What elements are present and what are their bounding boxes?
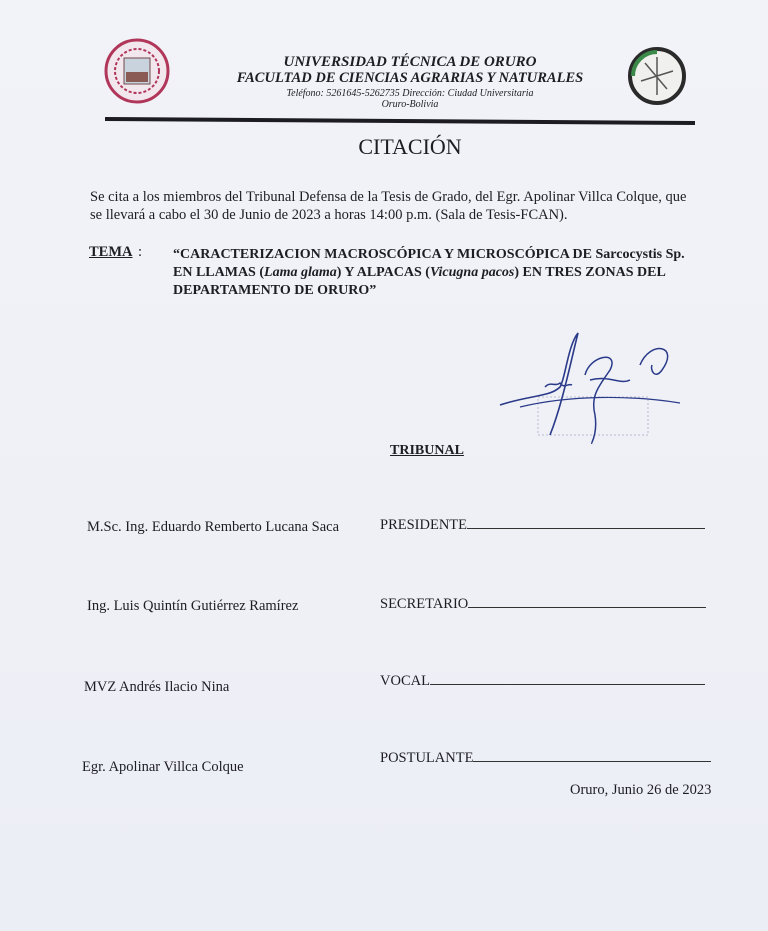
role-label: PRESIDENTE [380, 517, 467, 533]
tema-line-3: DEPARTAMENTO DE ORURO” [173, 283, 377, 298]
header-divider [105, 117, 695, 125]
role-label: VOCAL [380, 673, 430, 689]
member-name-3: MVZ Andrés Ilacio Nina [84, 679, 230, 695]
role-label: SECRETARIO [380, 596, 469, 612]
signature-line [430, 684, 705, 685]
tema-colon: : [138, 244, 143, 260]
intro-line-2: se llevará a cabo el 30 de Junio de 2023 a horas 14:00 p.m. (Sala de Tesis-FCAN). [90, 207, 568, 223]
tema-line-2-a: EN LLAMAS ( [173, 265, 265, 280]
role-label: POSTULANTE [380, 750, 474, 766]
intro-line-1: Se cita a los miembros del Tribunal Defensa de la Tesis de Grado, del Egr. Apolinar Villca Colque, que [90, 189, 687, 205]
signature-line [467, 528, 705, 529]
signature-line [468, 607, 706, 608]
tema-line-2 [173, 264, 733, 282]
member-name-2: Ing. Luis Quintín Gutiérrez Ramírez [87, 598, 299, 614]
faculty-name: FACULTAD DE CIENCIAS AGRARIAS Y NATURALES [236, 70, 584, 86]
date-place: Oruro, Junio 26 de 2023 [570, 782, 712, 798]
signature-line [473, 761, 711, 762]
tema-text [173, 246, 733, 300]
tema-label: TEMA [89, 244, 133, 260]
tribunal-heading: TRIBUNAL [390, 443, 464, 458]
species-llama: Lama glama [264, 265, 337, 280]
tema-line-1: “CARACTERIZACION MACROSCÓPICA Y MICROSCÓPICA DE Sarcocystis Sp. [173, 247, 685, 262]
faculty-seal-icon [627, 45, 687, 107]
document-title: CITACIÓN [358, 134, 462, 159]
member-role-3 [380, 673, 705, 690]
member-role-4 [380, 750, 711, 767]
species-alpaca: Vicugna pacos [429, 265, 515, 280]
member-name-4: Egr. Apolinar Villca Colque [82, 759, 244, 775]
city: Oruro-Bolivia [381, 99, 439, 110]
contact-info: Teléfono: 5261645-5262735 Dirección: Ciudad Universitaria [286, 88, 534, 99]
tema-line-2-c: ) Y ALPACAS ( [336, 265, 430, 280]
member-name-1: M.Sc. Ing. Eduardo Remberto Lucana Saca [87, 519, 340, 535]
university-name: UNIVERSIDAD TÉCNICA DE ORURO [283, 54, 537, 70]
member-role-2 [380, 596, 706, 613]
signature-stamp [490, 325, 680, 450]
member-role-1 [380, 517, 705, 534]
university-seal-icon [104, 38, 170, 104]
tema-line-2-e: ) EN TRES ZONAS DEL [514, 265, 666, 280]
